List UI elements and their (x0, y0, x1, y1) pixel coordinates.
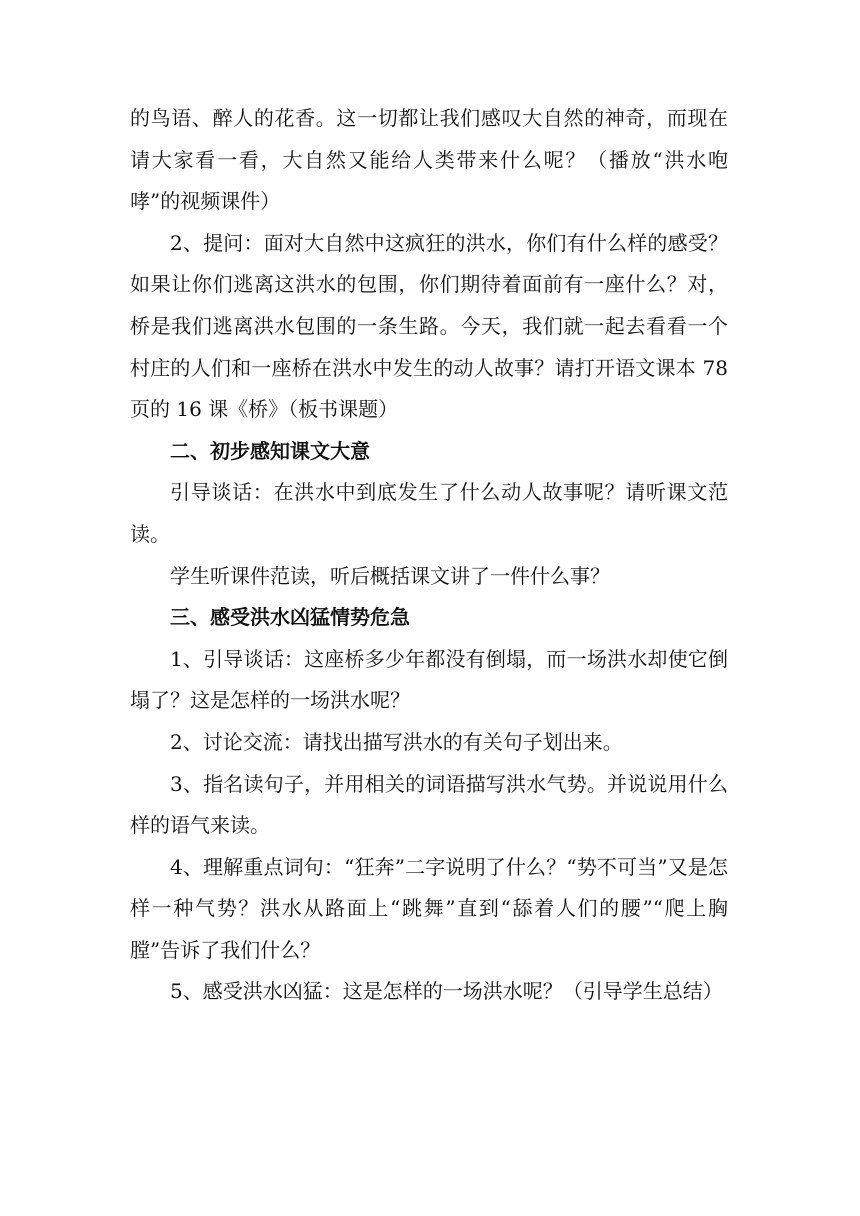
paragraph-step-2: 2、讨论交流：请找出描写洪水的有关句子划出来。 (170, 729, 623, 754)
paragraph-guided-talk: 引导谈话：在洪水中到底发生了什么动人故事呢？请听课文范读。 (130, 480, 728, 546)
paragraph-step-5: 5、感受洪水凶猛：这是怎样的一场洪水呢？（引导学生总结） (170, 979, 723, 1004)
paragraph-question-2: 2、提问：面对大自然中这疯狂的洪水，你们有什么样的感受？如果让你们逃离这洪水的包围，你们期待着面前有一座什么？对，桥是我们逃离洪水包围的一条生路。今天，我们就一起去看看一个村庄的人们和一座桥在洪水中发生的动人故事？请打开语文课本 78 页的 16 课《桥》（板书课题） (130, 230, 728, 422)
paragraph-step-3: 3、指名读句子，并用相关的词语描写洪水气势。并说说用什么样的语气来读。 (130, 771, 728, 838)
paragraph-listen-reading: 学生听课件范读，听后概括课文讲了一件什么事？ (170, 563, 610, 588)
section-heading-3: 三、感受洪水凶猛情势危急 (170, 605, 410, 630)
paragraph-continuation: 的鸟语、醉人的花香。这一切都让我们感叹大自然的神奇，而现在请大家看一看，大自然又能给人类带来什么呢？（播放“洪水咆哮”的视频课件） (130, 106, 728, 214)
paragraph-step-1: 1、引导谈话：这座桥多少年都没有倒塌，而一场洪水却使它倒塌了？这是怎样的一场洪水呢？ (130, 646, 728, 713)
paragraph-step-4: 4、理解重点词句：“狂奔”二字说明了什么？“势不可当”又是怎样一种气势？洪水从路面上“跳舞”直到“舔着人们的腰”“爬上胸膛”告诉了我们什么？ (130, 854, 728, 962)
section-heading-2: 二、初步感知课文大意 (170, 438, 370, 463)
